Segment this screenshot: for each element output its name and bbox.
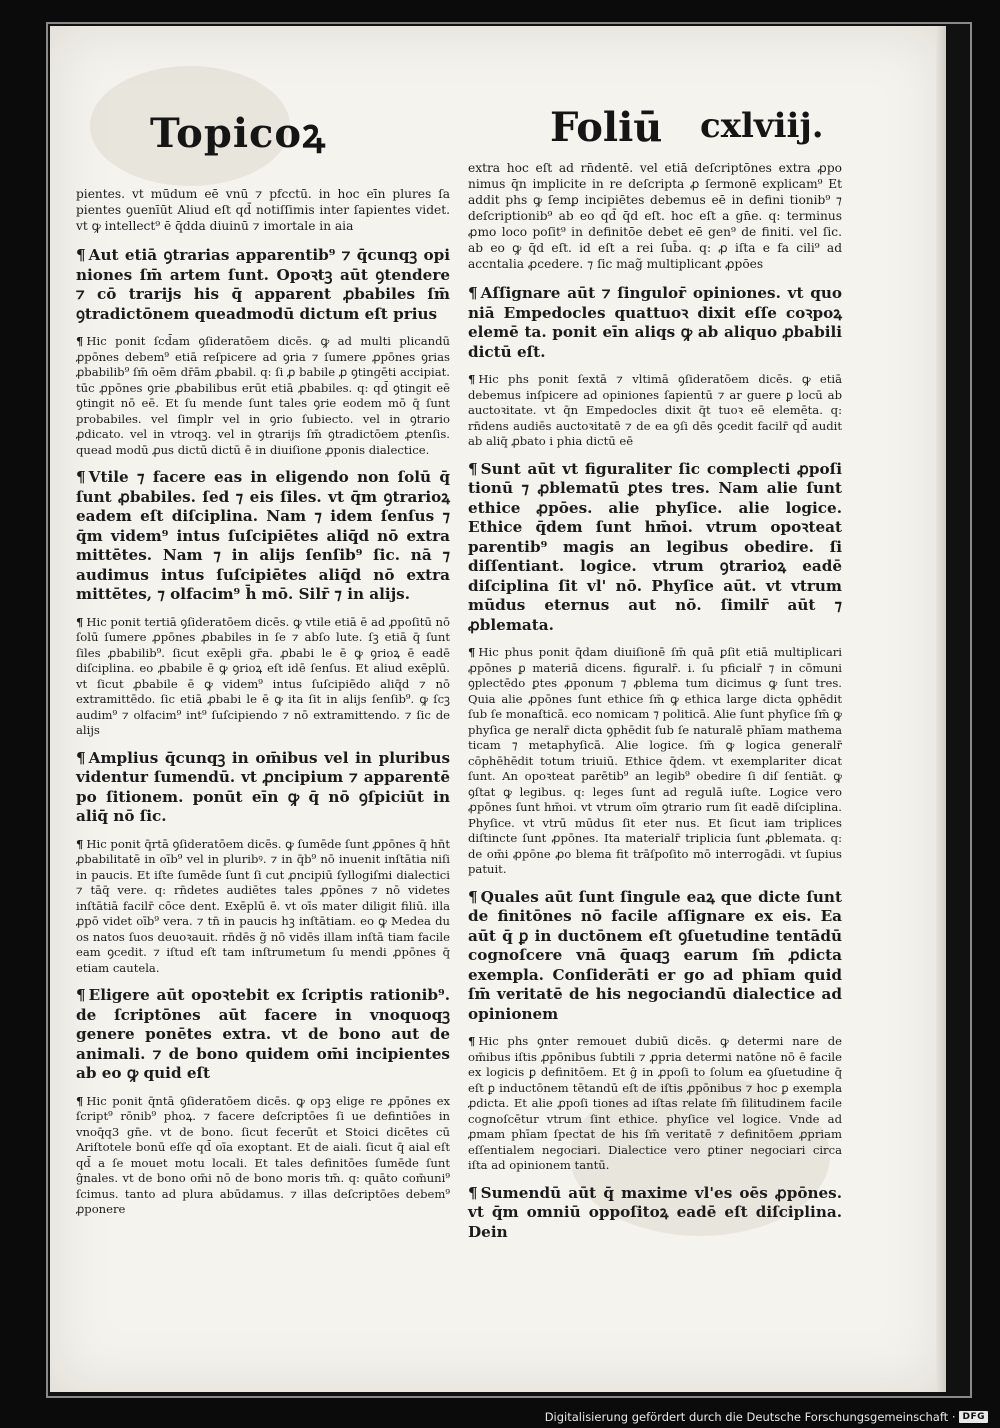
running-title: Topicoꝝ: [150, 110, 327, 157]
pilcrow-icon: ¶: [76, 334, 84, 349]
lemma-text: Eligere aūt opoꝛtebit ex ſcriptis rationib⁹. de ſcriptōnes aūt facere in vnoquoqꝫ genere ponētes extra. vt de bono aut de animali. ⁊ de bono quidem om̄i incipientes ab eo ꝙ quid eſt: [76, 986, 450, 1083]
lemma-paragraph: [468, 460, 842, 636]
commentary-text: Hic phs ponit ſextā ⁊ vltimā ꝯſideratōem dicēs. ꝙ etiā debemus inſpicere ad opiniones ſapientū ⁊ ar guere ꝑ locū ab auctoꝛitate. vt q̄n Empedocles dixit q̄t tuoꝛ eē elemēta. q: rn̄dens audiēs auctoꝛitatē ⁊ de ea ꝯſi dēs ꝯcedit facilr̄ qd̄ audit ab aliq̄ ꝓbato i phia dictū eē: [468, 372, 842, 449]
left-column: [76, 174, 450, 1228]
pilcrow-icon: ¶: [76, 836, 84, 851]
continuation-text: pientes. vt mūdum eē vnū ⁊ pfcctū. in hoc eīn plures ſa pientes ꝯuenīūt Aliud eſt qd̄ notiſſimis inter ſapientes videt. vt ꝙ intellect⁹ ē q̄dda diuinū ⁊ imortale in aia: [76, 187, 450, 234]
commentary-text: Hic ponit q̄rtā ꝯſideratōem dicēs. ꝙ ſumēde ſunt ꝓpōnes q̄ hn̄t ꝓbabilitatē in oīb⁹ vel in pluribꝰ. ⁊ in q̄b⁹ nō inuenit inſtātia niſi in paucis. Et iſte ſumēde ſunt ſi cut ꝓncipiū ſyllogiſmi dialectici ⁊ tāq̄ vere. q: rn̄detes audiētes tales ꝓpōnes ⁊ nō videtes inſtātiā facilr̄ cōce dent. Exēplū ē. vt oīs mater diligit filiū. illa ꝓpō videt oīb⁹ vera. ⁊ tn̄ in paucis hꝫ inſtātiam. eo ꝙ Medea du os natos ſuos deuoꝛauit. rn̄dēs g̃ nō vidēs illam inſtā tiam facile eam ꝯcedit. ⁊ iſtud eſt tam inſtrumetum ſu mendi ꝓpōnes q̄ etiam cautela.: [76, 836, 450, 975]
folio-label: Foliū: [550, 104, 663, 151]
lemma-paragraph: [468, 888, 842, 1025]
pilcrow-icon: ¶: [468, 459, 478, 478]
lemma-paragraph: [76, 246, 450, 324]
commentary-paragraph: [76, 615, 450, 739]
lemma-text: Aut etiā ꝯtrarias apparentib⁹ ⁊ q̄cunqꝫ opi niones ſm̄ artem ſunt. Opoꝛtꝫ aūt ꝯtendere ⁊ cō trarijs his q̄ apparent ꝓbabiles ſm̄ ꝯtradictōnem queadmodū dictum eſt prius: [76, 246, 450, 323]
lemma-text: Amplius q̄cunqꝫ in om̄ibus vel in pluribus videntur ſumendū. vt ꝓncipium ⁊ apparentē po ſitionem. ponūt eīn ꝙ q̄ nō ꝯſpiciūt in aliq̄ nō ſic.: [76, 748, 450, 826]
lemma-text: Vtile ⁊ facere eas in eligendo non ſolū q̄ ſunt ꝓbabiles. ſed ⁊ eis ſiles. vt q̄m ꝯtrarioꝝ eadem eſt diſciplina. Nam ⁊ idem ſenſus ⁊ q̄m videm⁹ intus ſuſcipiētes aliq̄d nō extra mittētes. Nam ⁊ in alijs ſenſib⁹ ſic. nā ⁊ audimus intus ſuſcipiētes aliq̄d nō extra mittētes, ⁊ olfacim⁹ h̄ mō. Silr̄ ⁊ in alijs.: [76, 468, 450, 604]
dfg-logo-icon: DFG: [959, 1411, 988, 1423]
lemma-text: Quales aūt ſunt ſingule eaꝝ que dicte ſunt de finitōnes nō facile aſſignare ex eis. Ea aūt q̄ ꝑ in ductōnem eſt ꝯſuetudine tentādū cognoſcere vnā q̄uaqꝫ earum ſm̄ ꝓdicta exempla. Conſiderāti er go ad phīam quid ſm̄ veritatē de his negociandū dialectice ad opinionem: [468, 887, 842, 1023]
lemma-paragraph: [468, 284, 842, 362]
pilcrow-icon: ¶: [468, 887, 478, 906]
lemma-text: Sumendū aūt q̄ maxime vl'es oēs ꝓpōnes. vt q̄m omniū oppoſitoꝝ eadē eſt diſciplina. Dein: [468, 1183, 842, 1241]
commentary-text: Hic ponit q̄ntā ꝯſideratōem dicēs. ꝙ opꝫ elige re ꝓpōnes ex ſcript⁹ rōnib⁹ phoꝝ. ⁊ facere deſcriptōes ſi ue defintiōes in vnoq̄q3 gn̄e. vt de bono. ſicut fecerūt et Stoici dicētes cū Ariſtotele bonū eſſe qd̄ oīa exoptant. Et de aiali. ſicut q̄ aial eſt qd̄ a ſe mouet motu locali. Et tales definitōes ſumēde ſunt ĝnales. vt de bono om̄i nō de bono moris tm̄. q: quāto com̄uni⁹ ſcimus. tanto ad plura abūdamus. ⁊ illas deſcriptōes debem⁹ ꝓponere: [76, 1093, 450, 1217]
folio-number: cxlviij.: [700, 106, 824, 146]
pilcrow-icon: ¶: [76, 1093, 84, 1108]
commentary-text: Hic phs ꝯnter remouet dubiū dicēs. ꝙ determi nare de om̄ibus iſtis ꝓpōnibus ſubtili ⁊ ꝓpria determi natōne nō ē facile ex logicis ꝑ definitōem. Et ĝ in ꝓpoſi to ſolum ea ꝯſuetudine q̄ eſt ꝑ inductōnem tētandū eſt de iſtis ꝓpōnibus ⁊ hoc ꝑ exempla ꝓdicta. Et alie ꝓpoſi tiones ad iſtas relate ſm̄ ſilitudinem facile cognoſcētur vtrum ſint ethice. phyſice vel logice. Vnde ad ꝓmam phīam ſpectat de his ſm̄ veritatē ⁊ definitōem ꝓpriam eſſentialem negociari. Dialectice vero ꝑtiner negociari circa iſta ad opinionem tantū.: [468, 1034, 842, 1173]
lemma-paragraph: [468, 1184, 842, 1243]
book-page: [50, 26, 946, 1392]
lemma-paragraph: [76, 986, 450, 1084]
pilcrow-icon: ¶: [76, 748, 86, 767]
commentary-text: Hic ponit ſcd̄am ꝯſideratōem dicēs. ꝙ ad multi plicandū ꝓpōnes debem⁹ etiā reſpicere ad ꝯria ⁊ ſumere ꝓpōnes ꝯrias ꝓbabilib⁹ ſm̄ oēm dr̄ām ꝓbabil. q: ſi ꝓ babile ꝓ ꝯtingēti accipiat. tūc ꝓpōnes ꝯrie ꝓbabilibus erūt etiā ꝓbabiles. q: qd̄ ꝯtingit eē ꝯtingit nō eē. Et ſu mende ſunt tales ꝯrie eodem mō q̄ ſunt probabiles. vel ſimplr vel in ꝯrio ſubiecto. vel in ꝯtrario ꝓdicato. vel in vtroqꝫ. vel in ꝯtrarijs ſm̄ ꝯtradictōem ꝓtenſis. quead modū ꝓus dictū dictū ē in diuiſione ꝓponis dialectice.: [76, 334, 450, 457]
pilcrow-icon: ¶: [76, 986, 86, 1005]
pilcrow-icon: ¶: [76, 614, 84, 629]
commentary-paragraph: [468, 645, 842, 878]
commentary-paragraph: [76, 837, 450, 977]
continuation-text: extra hoc eſt ad rn̄dentē. vel etiā deſcriptōnes extra ꝓpo nimus q̄n implicite in re deſcripta ꝓ ſermonē explicam⁹ Et addit phs ꝙ ſemꝑ incipiētes debemus eē in defini tionib⁹ ⁊ deſcriptionib⁹ ab eo qd̄ q̄d eſt. hoc eſt a gn̄e. q: terminus ꝓmo loco poſit⁹ in definitōe debet eē gen⁹ de finiti. vel ſic. ab eo ꝙ q̄d eſt. id eſt a rei ſub̄a. q: ꝓ iſta e fa cili⁹ ad accntalia ꝓcedere. ⁊ ſic mag̃ multiplicant ꝓpōes: [468, 161, 842, 272]
pilcrow-icon: ¶: [76, 246, 86, 265]
lemma-paragraph: [76, 468, 450, 605]
pilcrow-icon: ¶: [468, 645, 476, 660]
lemma-paragraph: [76, 749, 450, 827]
commentary-paragraph: [468, 372, 842, 450]
pilcrow-icon: ¶: [76, 468, 86, 487]
page-edge: [936, 26, 946, 1392]
pilcrow-icon: ¶: [468, 1034, 476, 1049]
commentary-paragraph: [76, 334, 450, 458]
pilcrow-icon: ¶: [468, 284, 478, 303]
credit-text: Digitalisierung gefördert durch die Deutsche Forschungsgemeinschaft ·: [544, 1410, 956, 1424]
pilcrow-icon: ¶: [468, 372, 476, 387]
pilcrow-icon: ¶: [468, 1183, 478, 1202]
commentary-text: Hic ponit tertiā ꝯſideratōem dicēs. ꝙ vtile etiā ē ad ꝓpoſitū nō ſolū ſumere ꝓpōnes ꝓbabiles in ſe ⁊ abſo lute. ſꝫ etiā q̄ ſunt ſiles ꝓbabilib⁹. ſicut exēpli gr̄a. ꝓbabi le ē ꝙ ꝯrioꝝ ē eadē diſciplina. eo ꝓbabile ē ꝙ ꝯrioꝝ eſt idē ſenſus. Et aliud exēplū. vt ſicut ꝓbabile ē ꝙ videm⁹ intus ſuſcipiēdo aliq̄d ⁊ nō extramittēdo. ſic etiā ꝓbabi le ē ꝙ ita ſit in alijs ſenſib⁹. ꝙ ſcꝫ audim⁹ ⁊ olfacim⁹ int⁹ ſuſcipiendo ⁊ nō extramittendo. ⁊ ſic de alijs: [76, 614, 450, 738]
digitization-credit: [545, 1410, 988, 1424]
commentary-paragraph: [468, 1034, 842, 1174]
right-column: [468, 148, 842, 1252]
commentary-paragraph: [76, 1094, 450, 1218]
commentary-text: Hic phus ponit q̄dam diuiſionē ſm̄ quā ꝑſit etiā multiplicari ꝓpōnes ꝑ materiā dicens. figuralr̄. i. ſu pficialr̄ ⁊ in cōmuni ꝯplectēdo ꝑtes ꝓponum ⁊ ꝓblema tum dicimus ꝙ ſunt tres. Quia alie ꝓpōnes ſunt ethice ſm̄ ꝙ ethica large dicta ꝯphēdit ſub ſe monaſticā. eco nomicam ⁊ politicā. Alie ſunt phyſice ſm̄ ꝙ phyſica ge neralr̄ dicta ꝯphēdit ſub ſe naturalē phīam mathema ticam ⁊ metaphyſicā. Alie logice. ſm̄ ꝙ logica generalr̄ cōphēhēdit totum triuiū. Ethice q̄dem. vt exemplariter dicat ſunt. An opoꝛteat parētib⁹ an legib⁹ obedire ſi diſ ſentiāt. ꝙ ꝯſtat ꝙ legibus. q: leges ſunt ad regulā iuſte. Logice vero ꝓpōnes ſunt hm̄oi. vt vtrum oīm ꝯtrario rum ſit eadē diſciplina. Phyſice. vt vtrū mūdus ſit eter nus. Et ſicut iam triplices diſtincte ſunt ꝓpōnes. Ita materialr̄ triplicia ſunt ꝓblemata. q: de om̄i ꝓpōne ꝓo blema fit trāſpoſito mō interrogādi. vt ſupius patuit.: [468, 645, 842, 877]
lemma-text: Sunt aūt vt figuraliter ſic complecti ꝓpoſi tionū ⁊ ꝓblematū ꝑtes tres. Nam alie ſunt ethice ꝓpōes. alie phyſice. alie logice. Ethice q̄dem ſunt hm̄oi. vtrum opoꝛteat parentib⁹ magis an legibus obedire. ſi diſſentiant. logice. vtrum ꝯtrarioꝝ eadē diſciplina ſit vl' nō. Phyſice aūt. vt vtrum mūdus eternus aut nō. ſimilr̄ aūt ⁊ ꝓblemata.: [468, 459, 842, 634]
lemma-text: Aſſignare aūt ⁊ ſingulor̄ opiniones. vt quo niā Empedocles quattuoꝛ dixit eſſe coꝛpoꝝ elemē ta. ponit eīn aliqs ꝙ ab aliquo ꝓbabili dictū eſt.: [468, 284, 842, 361]
